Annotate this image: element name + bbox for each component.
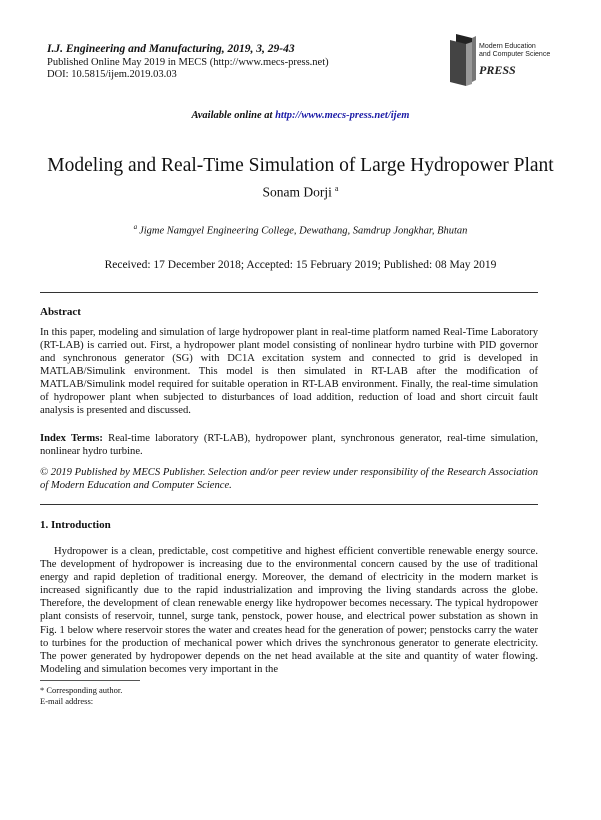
publication-line: Published Online May 2019 in MECS (http://www.mecs-press.net)	[47, 57, 329, 68]
logo-line1: Modern Education	[479, 43, 536, 50]
journal-url-link[interactable]: http://www.mecs-press.net/ijem	[275, 110, 410, 121]
publication-dates: Received: 17 December 2018; Accepted: 15 February 2019; Published: 08 May 2019	[104, 259, 497, 271]
email-footnote: E-mail address:	[40, 696, 94, 706]
introduction-heading: 1. Introduction	[40, 519, 111, 531]
book-icon	[450, 34, 476, 86]
index-terms	[40, 432, 538, 458]
index-terms-text: Real-time laboratory (RT-LAB), hydropower plant, synchronous generator, real-time simulation, nonlinear hydro turbine.	[40, 433, 538, 457]
index-terms-label: Index Terms:	[40, 433, 103, 444]
available-online	[0, 110, 601, 121]
divider-top	[40, 292, 538, 293]
journal-citation: I.J. Engineering and Manufacturing, 2019, 3, 29-43	[47, 43, 295, 55]
footnote-divider	[40, 680, 140, 681]
mecs-press-logo	[442, 30, 557, 92]
abstract-text: In this paper, modeling and simulation of large hydropower plant in real-time platform named Real-Time Laboratory (RT-LAB) is carried out. First, a hydropower plant model consisting of nonlinear hydro turbine with PID governor and synchronous generator (SG) with DC1A excitation system and connected to grid is developed in MATLAB/Simulink environment. This model is then simulated in RT-LAB after the modification of MATLAB/Simulink model required for suitable operation in RT-LAB environment. Finally, the real-time simulation of hydropower plant when subjected to disturbances of load addition, reduction of load and short circuit fault analysis is presented and discussed.	[40, 327, 538, 416]
logo-line2: and Computer Science	[479, 51, 551, 58]
logo-brand: PRESS	[479, 63, 516, 77]
divider-bottom	[40, 504, 538, 505]
author-name: Sonam Dorji	[262, 184, 332, 200]
affiliation-text: Jigme Namgyel Engineering College, Dewathang, Samdrup Jongkhar, Bhutan	[139, 225, 468, 237]
affiliation-superscript: a	[133, 223, 138, 231]
paper-title: Modeling and Real-Time Simulation of Large Hydropower Plant	[47, 155, 554, 176]
author-superscript: a	[334, 184, 339, 193]
copyright-notice: © 2019 Published by MECS Publisher. Selection and/or peer review under responsibility of the Research Association of Modern Education and Computer Science.	[40, 467, 538, 491]
corresponding-author-footnote: * Corresponding author.	[40, 685, 123, 695]
available-prefix: Available online at	[191, 110, 276, 121]
doi-line: DOI: 10.5815/ijem.2019.03.03	[47, 69, 177, 80]
author-line	[0, 184, 601, 201]
introduction-text: Hydropower is a clean, predictable, cost competitive and highest efficient convertible renewable energy source. The development of hydropower is increasing due to the environmental concern caused by the use of traditional energy and rapid depletion of traditional energy. Moreover, the demand of electricity in the modern market is increased significantly due to the rapid industrialization and improving the living standards across the globe. Therefore, the development of clean renewable energy like hydropower becomes necessary. The typical hydropower plant consists of reservoir, tunnel, surge tank, penstock, power house, and electrical power substation as shown in Fig. 1 below where reservoir stores the water and creates head for the generation of power; penstocks carry the water to turbines for the production of mechanical power which drives the synchronous generator to generate electricity. The power generated by hydropower depends on the net head available at the site and quantity of water flowing. Modeling and simulation becomes very important in the	[40, 546, 538, 675]
affiliation	[0, 223, 601, 237]
abstract-heading: Abstract	[40, 306, 81, 318]
